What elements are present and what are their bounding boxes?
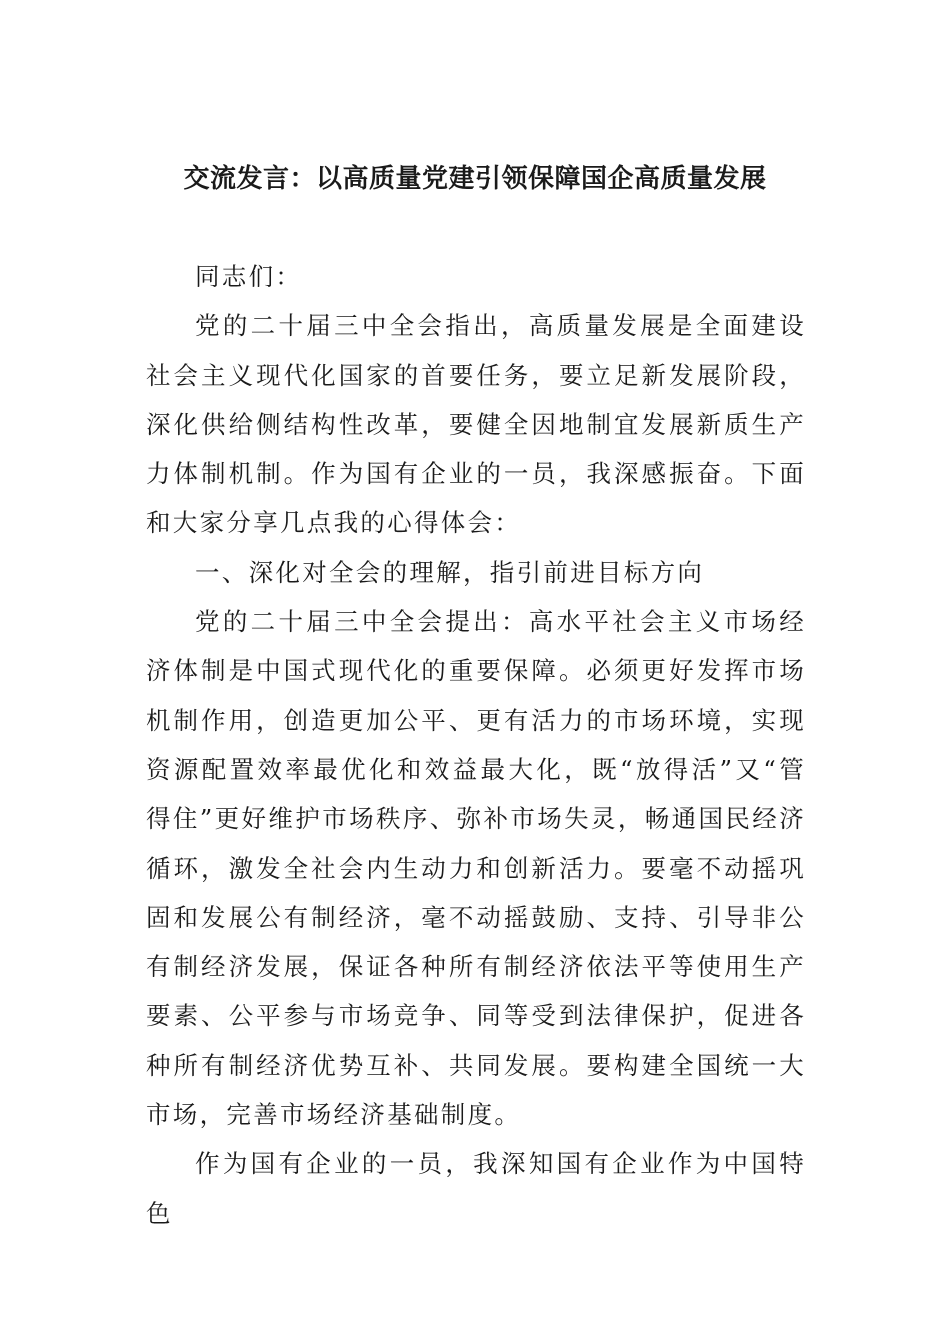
section-heading-1: 一、深化对全会的理解，指引前进目标方向	[195, 557, 705, 587]
document-body	[146, 252, 806, 1238]
salutation-paragraph: 同志们：	[195, 262, 303, 291]
intro-paragraph: 党的二十届三中全会指出，高质量发展是全面建设社会主义现代化国家的首要任务，要立足新发展阶段，深化供给侧结构性改革，要健全因地制宜发展新质生产力体制机制。作为国有企业的一员，我深感振奋。下面和大家分享几点我的心得体会：	[146, 311, 806, 538]
document-title: 交流发言：以高质量党建引领保障国企高质量发展	[183, 164, 767, 194]
body-paragraph: 党的二十届三中全会提出：高水平社会主义市场经济体制是中国式现代化的重要保障。必须更好发挥市场机制作用，创造更加公平、更有活力的市场环境，实现资源配置效率最优化和效益最大化，既“放得活”又“管得住”更好维护市场秩序、弥补市场失灵，畅通国民经济循环，激发全社会内生动力和创新活力。要毫不动摇巩固和发展公有制经济，毫不动摇鼓励、支持、引导非公有制经济发展，保证各种所有制经济依法平等使用生产要素、公平参与市场竞争、同等受到法律保护，促进各种所有制经济优势互补、共同发展。要构建全国统一大市场，完善市场经济基础制度。	[146, 607, 806, 1130]
body-paragraph-truncated: 作为国有企业的一员，我深知国有企业作为中国特色	[146, 1149, 806, 1228]
